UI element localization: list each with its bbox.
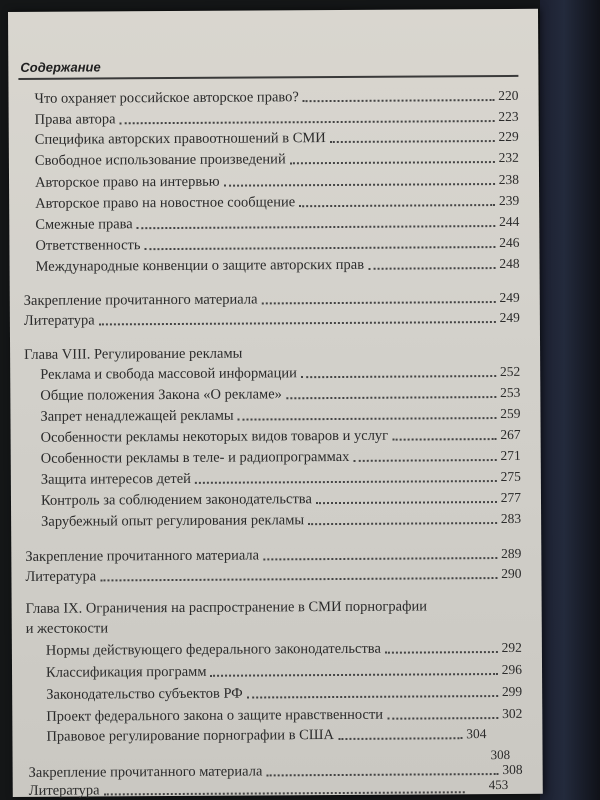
dot-leader xyxy=(104,787,465,795)
toc-entry xyxy=(40,363,520,384)
toc-entry-page: 253 xyxy=(500,384,521,401)
toc-entry-page: 277 xyxy=(500,489,522,505)
toc-entry-title: Классификация программ xyxy=(45,663,207,681)
toc-entry xyxy=(36,255,520,276)
chapter-heading: Глава IX. Ограничения на распространение в СМИ порнографии xyxy=(25,598,428,617)
toc-entry xyxy=(34,87,518,108)
toc-entry-title: Авторское право на новостное сообщение xyxy=(35,194,296,212)
dot-leader xyxy=(330,136,495,143)
toc-entry-title: Что охраняет российское авторское право? xyxy=(34,89,299,107)
toc-entry-page: 290 xyxy=(501,565,522,581)
toc-entry-title: Закрепление прочитанного материала xyxy=(23,291,258,309)
toc-entry xyxy=(41,489,521,510)
toc-review-entry xyxy=(24,289,520,310)
dot-leader xyxy=(338,733,462,740)
page-number: 453 xyxy=(488,776,509,793)
toc-entry-page: 271 xyxy=(500,447,521,463)
toc-entry-page: 267 xyxy=(500,426,521,443)
toc-entry xyxy=(35,108,519,129)
toc-entry-title: Права автора xyxy=(34,111,116,128)
toc-entry xyxy=(41,510,521,531)
toc-entry-title: Международные конвенции о защите авторских прав xyxy=(35,256,365,275)
toc-entry-title: Смежные права xyxy=(35,216,133,233)
chapter-heading: Глава VIII. Регулирование рекламы xyxy=(24,345,243,363)
toc-entry-title: Литература xyxy=(23,312,95,329)
table-of-contents xyxy=(8,9,543,797)
toc-entry-page: 308 xyxy=(502,761,523,777)
toc-entry xyxy=(46,639,522,660)
toc-entry-title: Зарубежный опыт регулирования рекламы xyxy=(41,512,305,530)
dot-leader xyxy=(266,769,498,776)
toc-entry-title: Правовое регулирование порнографии в США xyxy=(46,727,334,745)
toc-entry-title: Реклама и свобода массовой информации xyxy=(40,365,297,383)
toc-entry-title: Общие положения Закона «О рекламе» xyxy=(40,386,282,404)
toc-entry xyxy=(35,149,519,170)
toc-entry-page: 249 xyxy=(499,289,520,306)
dot-leader xyxy=(392,434,496,441)
toc-entry-page: 259 xyxy=(500,405,521,422)
toc-entry-title: Особенности рекламы некоторых видов товаров и услуг xyxy=(40,427,389,446)
toc-entry-title: Контроль за соблюдением законодательства xyxy=(40,491,312,509)
dot-leader xyxy=(387,713,498,720)
dot-leader xyxy=(137,221,495,229)
dot-leader xyxy=(195,476,497,484)
dot-leader xyxy=(303,95,495,102)
dot-leader xyxy=(308,518,497,525)
toc-entry xyxy=(46,725,486,746)
dot-leader xyxy=(238,413,497,421)
toc-entry-page: 239 xyxy=(498,192,520,209)
dot-leader xyxy=(210,669,497,677)
toc-entry-title: Закрепление прочитанного материала xyxy=(25,547,260,565)
background-book-cover xyxy=(540,0,600,800)
dot-leader xyxy=(368,263,495,270)
toc-entry-page: 283 xyxy=(500,510,522,526)
toc-entry xyxy=(35,192,519,213)
toc-literature-entry xyxy=(24,309,520,330)
toc-entry-title: Нормы действующего федерального законодательства xyxy=(45,640,381,659)
dot-leader xyxy=(120,116,495,124)
toc-entry-page: 275 xyxy=(500,468,521,484)
toc-entry-title: Законодательство субъектов РФ xyxy=(46,685,243,703)
dot-leader xyxy=(286,392,496,399)
toc-entry xyxy=(41,468,521,489)
toc-entry-page: 296 xyxy=(501,661,523,677)
dot-leader xyxy=(224,179,495,187)
toc-entry xyxy=(35,234,519,255)
toc-entry-page: 232 xyxy=(498,149,519,166)
toc-entry-page: 238 xyxy=(498,171,520,188)
dot-leader xyxy=(263,553,497,560)
header-title: Содержание xyxy=(20,59,101,75)
toc-entry xyxy=(41,426,521,447)
chapter-heading-continued: и жестокости xyxy=(25,620,109,637)
toc-entry-page: 244 xyxy=(498,213,520,230)
dot-leader xyxy=(247,691,498,699)
toc-entry xyxy=(46,683,522,704)
toc-entry xyxy=(35,128,519,149)
toc-literature-entry xyxy=(29,779,469,800)
toc-entry xyxy=(46,661,522,682)
dot-leader xyxy=(100,573,497,581)
toc-entry-page: 299 xyxy=(501,683,523,699)
dot-leader xyxy=(144,242,495,250)
toc-entry-page: 248 xyxy=(499,255,520,272)
toc-entry xyxy=(35,213,519,234)
toc-entry-title: Специфика авторских правоотношений в СМИ xyxy=(34,130,326,148)
toc-review-entry xyxy=(25,545,521,566)
toc-entry-page: 229 xyxy=(498,128,519,145)
dot-leader xyxy=(316,497,497,504)
toc-entry-page: 252 xyxy=(499,363,521,380)
toc-entry-title: Запрет ненадлежащей рекламы xyxy=(40,407,234,425)
toc-entry-page: 249 xyxy=(499,309,520,326)
toc-entry-title: Проект федерального закона о защите нравственности xyxy=(46,706,384,725)
toc-entry xyxy=(35,171,519,192)
toc-entry xyxy=(41,447,521,468)
toc-entry-title: Особенности рекламы в теле- и радиопрограммах xyxy=(40,448,350,467)
toc-entry-page: 302 xyxy=(501,705,523,721)
dot-leader xyxy=(290,157,495,164)
toc-entry-title: Защита интересов детей xyxy=(40,470,191,488)
toc-entry-title: Литература xyxy=(25,568,97,585)
toc-literature-entry xyxy=(25,565,521,586)
book-page xyxy=(8,9,543,797)
toc-entry-page: 220 xyxy=(498,87,519,104)
toc-entry-title: Авторское право на интервью xyxy=(34,173,220,191)
dot-leader xyxy=(299,200,495,207)
dot-leader xyxy=(385,647,498,654)
toc-entry-page: 246 xyxy=(499,234,520,251)
toc-entry-title: Ответственность xyxy=(35,237,141,254)
toc-entry xyxy=(46,705,522,726)
dot-leader xyxy=(99,317,496,325)
toc-entry-page: 304 xyxy=(466,726,487,742)
toc-entry-page: 292 xyxy=(501,639,522,655)
toc-entry-title: Закрепление прочитанного материала xyxy=(28,763,263,781)
dot-leader xyxy=(353,455,496,462)
toc-entry-title: Литература xyxy=(28,782,100,799)
dot-leader xyxy=(301,371,496,378)
dot-leader xyxy=(261,297,495,304)
toc-entry-page: 223 xyxy=(498,108,519,125)
toc-entry xyxy=(40,384,520,405)
toc-entry-title: Свободное использование произведений xyxy=(34,151,286,169)
toc-entry-page: 289 xyxy=(501,545,522,561)
toc-extra-page-number: 308 xyxy=(490,746,511,763)
toc-entry xyxy=(40,405,520,426)
